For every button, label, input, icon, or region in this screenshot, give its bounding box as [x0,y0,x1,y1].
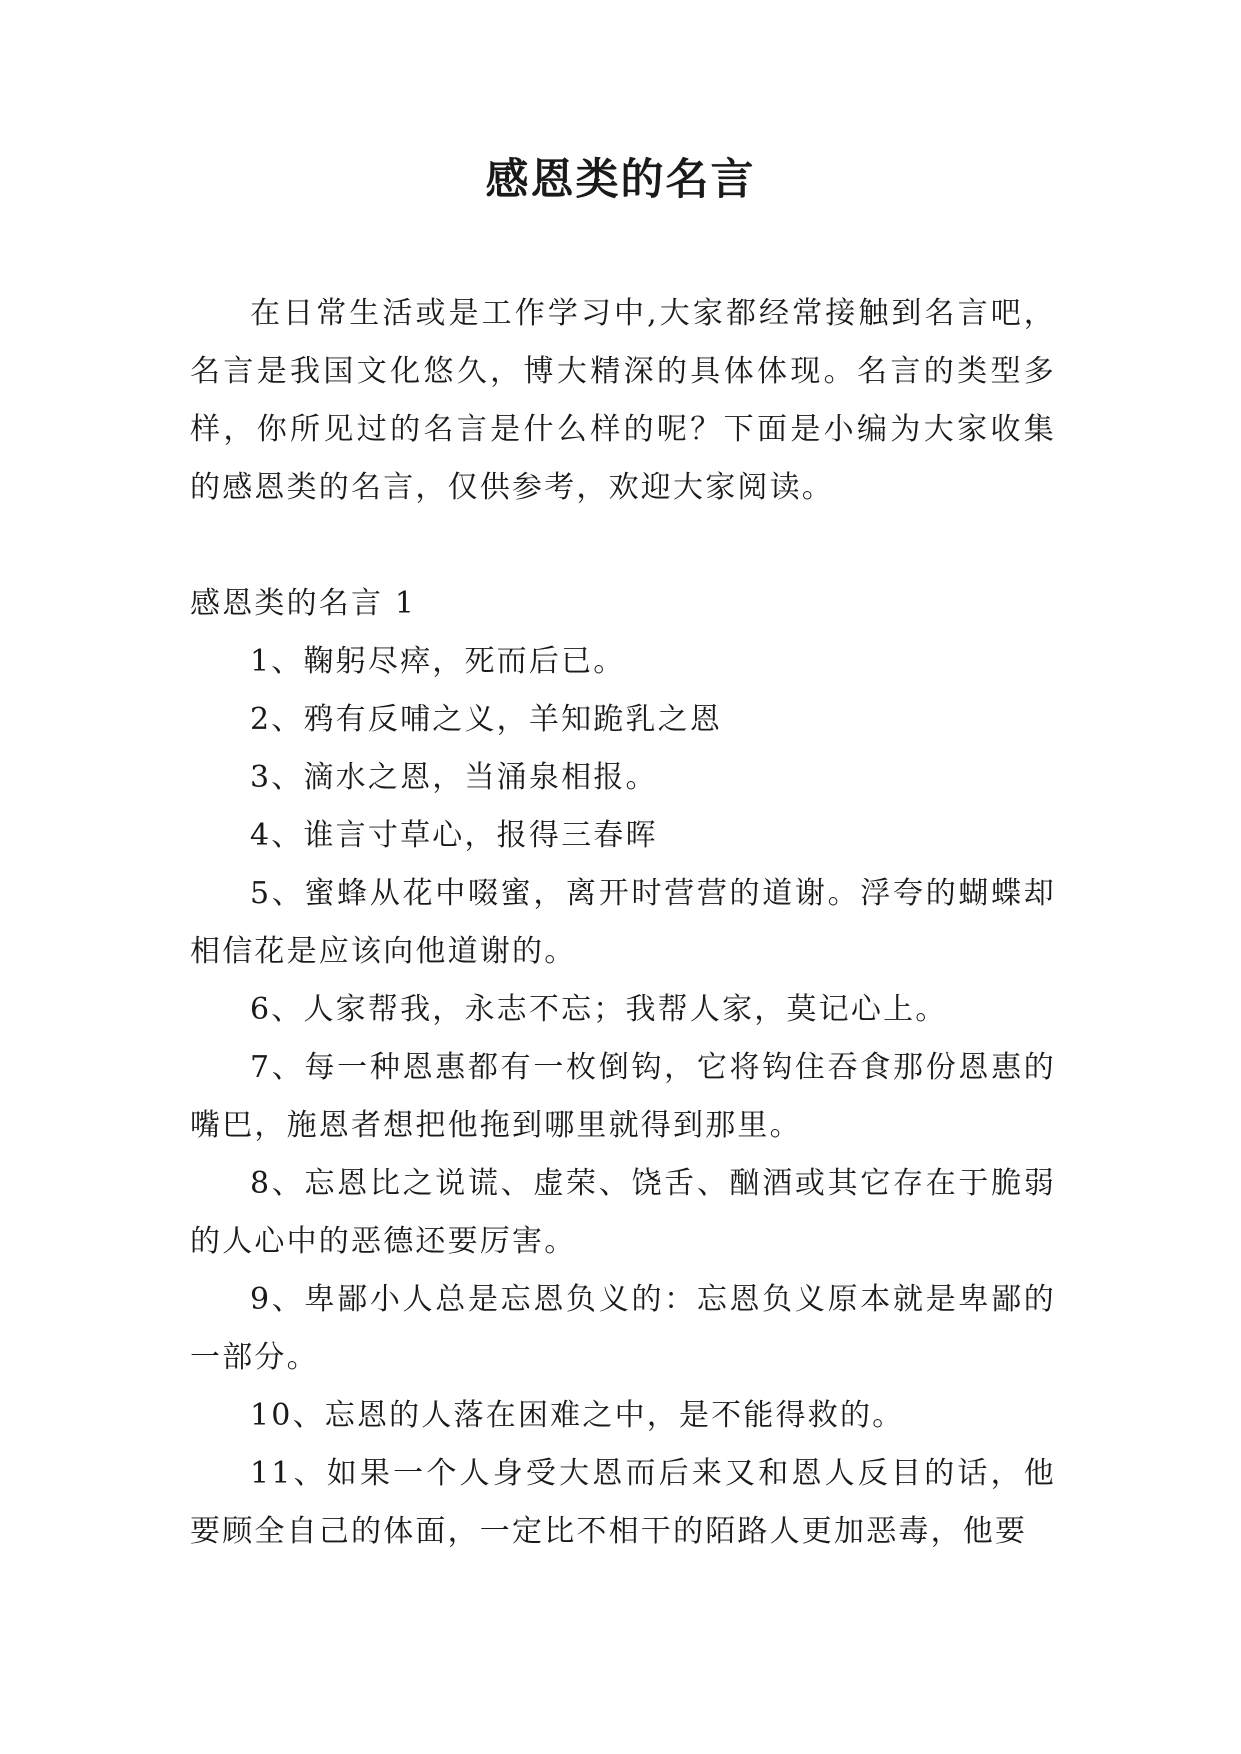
quote-item-10: 10、忘恩的人落在困难之中，是不能得救的。 [250,1398,905,1433]
intro-paragraph: 在日常生活或是工作学习中,大家都经常接触到名言吧，名言是我国文化悠久，博大精深的具体体现。名言的类型多样，你所见过的名言是什么样的呢？下面是小编为大家收集的感恩类的名言，仅供参考，欢迎大家阅读。 [190,296,1056,505]
quote-item-5: 5、蜜蜂从花中啜蜜，离开时营营的道谢。浮夸的蝴蝶却相信花是应该向他道谢的。 [190,876,1056,969]
document-body [190,285,1056,1561]
section-heading: 感恩类的名言 1 [190,586,417,621]
quote-item-6: 6、人家帮我，永志不忘；我帮人家，莫记心上。 [250,992,948,1027]
quote-item-3: 3、滴水之恩，当涌泉相报。 [250,760,658,795]
quote-item-7: 7、每一种恩惠都有一枚倒钩，它将钩住吞食那份恩惠的嘴巴，施恩者想把他拖到哪里就得到那里。 [190,1050,1056,1143]
quote-item-2: 2、鸦有反哺之义，羊知跪乳之恩 [250,702,723,737]
quote-item-9: 9、卑鄙小人总是忘恩负义的：忘恩负义原本就是卑鄙的一部分。 [190,1282,1056,1375]
quote-item-8: 8、忘恩比之说谎、虚荣、饶舌、酗酒或其它存在于脆弱的人心中的恶德还要厉害。 [190,1166,1056,1259]
quote-item-4: 4、谁言寸草心，报得三春晖 [250,818,658,853]
quote-item-1: 1、鞠躬尽瘁，死而后已。 [250,644,626,679]
quote-item-11: 11、如果一个人身受大恩而后来又和恩人反目的话，他要顾全自己的体面，一定比不相干的陌路人更加恶毒，他要 [190,1456,1056,1549]
document-title: 感恩类的名言 [485,155,756,205]
quote-list [190,633,1056,1561]
